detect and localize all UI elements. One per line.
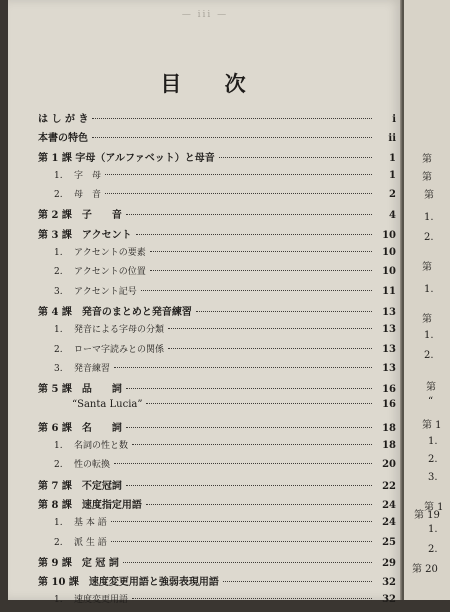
dot-leader: [150, 251, 372, 252]
toc-entry-page: 4: [389, 210, 396, 222]
toc-entry-page: 13: [382, 343, 396, 355]
toc-entry-label: [38, 361, 110, 374]
toc-entry-page: 16: [382, 384, 396, 396]
toc-entry-text: 第 4 課 発音のまとめと発音練習: [38, 306, 192, 318]
toc-entry: [38, 573, 396, 592]
right-page-fragment: 第 20: [412, 564, 438, 575]
toc-entry: [38, 206, 396, 225]
right-page-fragment: 1.: [424, 284, 434, 295]
toc-entry: [38, 515, 396, 534]
toc-entry-text: 第 8 課 速度指定用語: [38, 499, 142, 511]
toc-entry-label: [38, 535, 107, 548]
toc-entry-text: 発音練習: [74, 363, 111, 374]
right-page-fragment: 2.: [424, 350, 434, 361]
toc-entry-label: [38, 457, 110, 470]
right-page-fragment: 第: [426, 382, 436, 393]
toc-entry-page: 10: [382, 247, 396, 259]
toc-entry-label: [38, 477, 122, 492]
toc-entry-number: 2.: [54, 267, 63, 278]
toc-entry-number: 1.: [54, 325, 63, 336]
toc-entry-text: 字 母: [74, 170, 102, 181]
dot-leader: [168, 348, 372, 349]
dot-leader: [146, 504, 372, 505]
toc-entry-text: アクセント記号: [74, 286, 137, 297]
toc-entry: [38, 245, 396, 264]
toc-entry-number: 2.: [54, 190, 63, 201]
toc-entry: [38, 535, 396, 554]
toc-entry-text: “Santa Lucia”: [72, 399, 143, 411]
right-page-fragment: 1.: [428, 436, 438, 447]
toc-entry-text: ローマ字読みとの関係: [74, 344, 165, 355]
right-page-fragment: 第: [422, 314, 432, 325]
dot-leader: [168, 328, 372, 329]
toc-entry-number: 1.: [54, 170, 63, 181]
toc-entry-page: 18: [382, 440, 396, 452]
toc-entry-text: 第 1 課 字母（アルファベット）と母音: [38, 152, 215, 164]
toc-entry-page: 13: [382, 306, 396, 318]
dot-leader: [92, 137, 372, 138]
toc-entry-label: [38, 303, 192, 318]
toc-entry-text: 発音による字母の分類: [74, 325, 165, 336]
toc-entry-page: 24: [382, 517, 396, 529]
toc-entry: [38, 342, 396, 361]
toc-entry-label: [38, 264, 146, 277]
toc-entry: [38, 322, 396, 341]
toc-entry-page: 16: [382, 399, 396, 411]
toc-entry: [38, 226, 396, 245]
toc-entry-page: 13: [382, 324, 396, 336]
toc-entry-number: 1.: [54, 518, 63, 529]
toc-entry-number: 2.: [54, 537, 63, 548]
right-page-fragment: 第: [422, 172, 432, 183]
toc-entry-label: [38, 554, 119, 569]
right-page-fragment: 3.: [428, 472, 438, 483]
left-page: [8, 0, 402, 606]
toc-entry-label: [38, 342, 164, 355]
right-page-fragment: 2.: [424, 232, 434, 243]
running-head: — iii —: [181, 10, 229, 20]
dot-leader: [111, 541, 372, 542]
toc-entry-text: 第 7 課 不定冠詞: [38, 480, 122, 492]
toc-entry-text: アクセントの要素: [74, 248, 146, 259]
toc-entry-label: [38, 399, 142, 410]
toc-entry-page: 18: [382, 422, 396, 434]
toc-entry-label: [38, 206, 122, 221]
dot-leader: [132, 598, 372, 599]
toc-entry-label: [38, 419, 122, 434]
toc-entry-label: [38, 438, 128, 451]
toc-entry-text: 母 音: [74, 190, 102, 201]
right-page-fragment: 第 19: [414, 510, 440, 521]
toc-entry-page: ii: [388, 133, 396, 145]
toc-entry-label: [38, 226, 132, 241]
dot-leader: [132, 444, 372, 445]
dot-leader: [114, 463, 372, 464]
right-page-fragment: 1.: [428, 524, 438, 535]
toc-entry: [38, 264, 396, 283]
toc-entry: [38, 592, 396, 611]
toc-entry-text: 速度変更用語: [74, 595, 129, 606]
toc-entry-label: [38, 515, 107, 528]
toc-entry-number: 2.: [54, 460, 63, 471]
toc-entry-label: [38, 168, 101, 181]
dot-leader: [114, 367, 372, 368]
toc-entry: [38, 496, 396, 515]
toc-entry-page: 32: [382, 594, 396, 606]
toc-entry-page: 32: [382, 577, 396, 589]
table-of-contents: [38, 110, 396, 612]
right-page: [404, 0, 450, 600]
toc-entry-page: 13: [382, 362, 396, 374]
dot-leader: [146, 403, 372, 404]
toc-entry: [38, 284, 396, 303]
toc-entry-text: 名詞の性と数: [74, 441, 129, 452]
toc-entry: [38, 168, 396, 187]
toc-entry-text: 第 6 課 名 詞: [38, 422, 122, 434]
right-page-fragment: 第: [422, 262, 432, 273]
dot-leader: [219, 157, 372, 158]
toc-entry-text: アクセントの位置: [74, 267, 146, 278]
right-page-fragment: “: [428, 396, 434, 407]
toc-entry-text: 本書の特色: [38, 133, 88, 145]
toc-entry-number: 1.: [54, 595, 63, 606]
toc-entry-page: 2: [389, 189, 396, 201]
toc-entry: [38, 303, 396, 322]
toc-entry: [38, 187, 396, 206]
dot-leader: [126, 214, 372, 215]
dot-leader: [223, 581, 372, 582]
toc-entry-text: 第 10 課 速度変更用語と強弱表現用語: [38, 577, 219, 589]
dot-leader: [150, 270, 372, 271]
toc-entry-page: 1: [389, 169, 396, 181]
toc-entry: [38, 438, 396, 457]
toc-entry-page: 1: [389, 152, 396, 164]
toc-entry-text: 第 5 課 品 詞: [38, 384, 122, 396]
toc-entry-number: 1.: [54, 248, 63, 259]
toc-entry-text: 性の転換: [74, 460, 111, 471]
toc-entry-page: 29: [382, 557, 396, 569]
dot-leader: [92, 118, 372, 119]
toc-entry: [38, 419, 396, 438]
right-page-fragment: 第 1: [424, 502, 444, 513]
toc-entry: [38, 477, 396, 496]
dot-leader: [123, 562, 372, 563]
toc-entry: [38, 399, 396, 418]
dot-leader: [126, 427, 372, 428]
toc-entry-label: [38, 129, 88, 144]
toc-entry-number: 3.: [54, 363, 63, 374]
right-page-fragment: 1.: [424, 212, 434, 223]
right-page-fragment: 2.: [428, 544, 438, 555]
right-page-fragment: 第: [424, 190, 434, 201]
toc-entry-label: [38, 380, 122, 395]
toc-entry-label: [38, 284, 137, 297]
toc-entry-page: 10: [382, 229, 396, 241]
toc-entry: [38, 149, 396, 168]
right-page-fragment: 第: [422, 154, 432, 165]
toc-entry-text: 基 本 語: [74, 518, 107, 529]
toc-entry-text: は し が き: [38, 114, 89, 125]
dot-leader: [126, 485, 372, 486]
toc-entry-number: 3.: [54, 286, 63, 297]
dot-leader: [141, 290, 372, 291]
dot-leader: [196, 311, 372, 312]
dot-leader: [105, 193, 372, 194]
dot-leader: [136, 234, 372, 235]
toc-entry-page: 20: [382, 459, 396, 471]
toc-entry-page: 25: [382, 536, 396, 548]
toc-entry: [38, 110, 396, 129]
toc-entry-page: 11: [382, 285, 396, 297]
toc-entry-text: 第 3 課 アクセント: [38, 229, 132, 241]
toc-entry-number: 1.: [54, 441, 63, 452]
dot-leader: [126, 388, 372, 389]
toc-entry-text: 派 生 語: [74, 537, 107, 548]
dot-leader: [111, 521, 372, 522]
right-page-fragment: 1.: [424, 330, 434, 341]
toc-entry: [38, 457, 396, 476]
toc-entry-text: 第 2 課 子 音: [38, 210, 122, 222]
dot-leader: [105, 174, 372, 175]
toc-entry-label: [38, 322, 164, 335]
toc-entry-page: 22: [382, 480, 396, 492]
toc-entry-label: [38, 592, 128, 605]
toc-entry: [38, 554, 396, 573]
toc-entry-label: [38, 110, 88, 125]
toc-entry: [38, 129, 396, 148]
toc-entry: [38, 380, 396, 399]
right-page-fragment: 第 1: [422, 420, 442, 431]
toc-entry-number: 2.: [54, 344, 63, 355]
toc-entry-page: 10: [382, 266, 396, 278]
toc-entry-page: i: [392, 114, 396, 125]
toc-entry-label: [38, 573, 219, 588]
right-page-fragment: 2.: [428, 454, 438, 465]
toc-entry-page: 24: [382, 499, 396, 511]
page-title: 目 次: [160, 71, 264, 96]
toc-entry-label: [38, 496, 142, 511]
toc-entry-label: [38, 149, 215, 164]
toc-entry-label: [38, 187, 101, 200]
toc-entry: [38, 361, 396, 380]
toc-entry-text: 第 9 課 定 冠 詞: [38, 557, 119, 569]
toc-entry-label: [38, 245, 146, 258]
